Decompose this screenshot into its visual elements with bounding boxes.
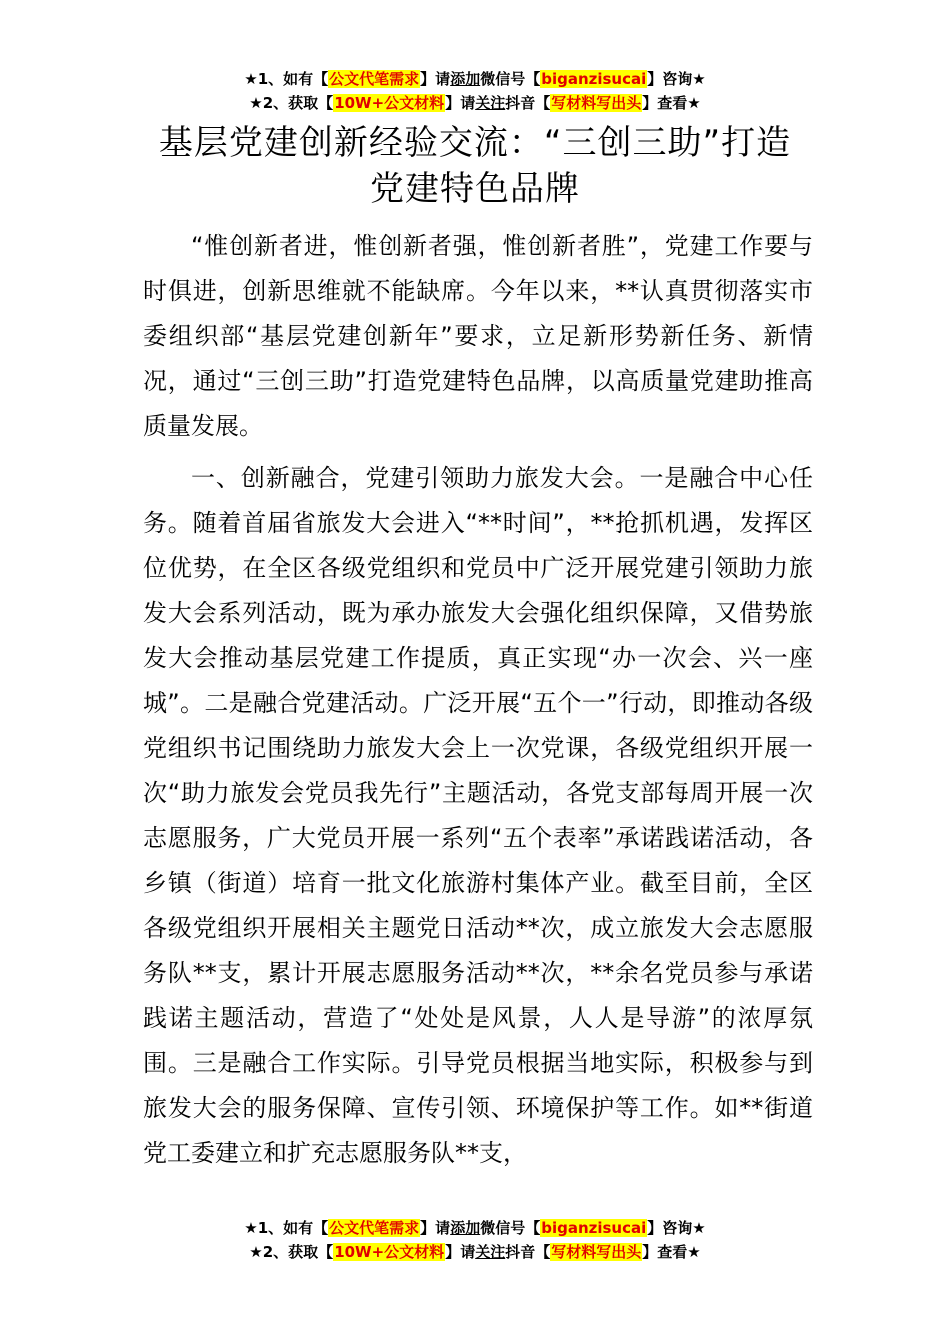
promo-text: 抖音【: [505, 94, 551, 112]
promo-line-2: [0, 1240, 950, 1264]
promo-underlined: 关注: [475, 1243, 506, 1261]
promo-highlight: 10W+公文材料: [334, 94, 445, 112]
promo-text: 抖音【: [505, 1243, 551, 1261]
promo-highlight: 10W+公文材料: [334, 1243, 445, 1261]
promo-text: 微信号【: [480, 1219, 541, 1237]
promo-text: 】咨询★: [647, 1219, 706, 1237]
promo-highlight: 写材料写出头: [551, 94, 642, 112]
promo-highlight: biganzisucai: [541, 1219, 647, 1237]
promo-footer: [0, 1216, 950, 1264]
promo-text: ★1、如有【: [244, 1219, 329, 1237]
promo-header: [0, 67, 950, 115]
promo-text: 】查看★: [642, 1243, 701, 1261]
promo-text: ★2、获取【: [249, 94, 334, 112]
promo-highlight: biganzisucai: [541, 70, 647, 88]
promo-underlined: 添加: [450, 70, 481, 88]
promo-text: 微信号【: [480, 70, 541, 88]
promo-underlined: 添加: [450, 1219, 481, 1237]
promo-text: ★2、获取【: [249, 1243, 334, 1261]
promo-line-1: [0, 67, 950, 91]
document-body: [143, 224, 813, 1183]
promo-underlined: 关注: [475, 94, 506, 112]
promo-text: 】请: [445, 94, 476, 112]
promo-text: 】请: [420, 70, 451, 88]
promo-highlight: 公文代笔需求: [329, 1219, 420, 1237]
promo-text: 】查看★: [642, 94, 701, 112]
promo-text: 】请: [445, 1243, 476, 1261]
document-title: 基层党建创新经验交流：“三创三助”打造党建特色品牌: [158, 123, 792, 209]
promo-highlight: 公文代笔需求: [329, 70, 420, 88]
promo-text: 】请: [420, 1219, 451, 1237]
promo-line-1: [0, 1216, 950, 1240]
promo-text: ★1、如有【: [244, 70, 329, 88]
promo-text: 】咨询★: [647, 70, 706, 88]
paragraph-intro: “惟创新者进，惟创新者强，惟创新者胜”，党建工作要与时俱进，创新思维就不能缺席。今年以来，**认真贯彻落实市委组织部“基层党建创新年”要求，立足新形势新任务、新情况，通过“三创三助”打造党建特色品牌，以高质量党建助推高质量发展。: [143, 232, 813, 440]
promo-highlight: 写材料写出头: [551, 1243, 642, 1261]
promo-line-2: [0, 91, 950, 115]
paragraph-section-1: 一、创新融合，党建引领助力旅发大会。一是融合中心任务。随着首届省旅发大会进入“**时间”，**抢抓机遇，发挥区位优势，在全区各级党组织和党员中广泛开展党建引领助力旅发大会系列活动，既为承办旅发大会强化组织保障，又借势旅发大会推动基层党建工作提质，真正实现“办一次会、兴一座城”。二是融合党建活动。广泛开展“五个一”行动，即推动各级党组织书记围绕助力旅发大会上一次党课，各级党组织开展一次“助力旅发会党员我先行”主题活动，各党支部每周开展一次志愿服务，广大党员开展一系列“五个表率”承诺践诺活动，各乡镇（街道）培育一批文化旅游村集体产业。截至目前，全区各级党组织开展相关主题党日活动**次，成立旅发大会志愿服务队**支，累计开展志愿服务活动**次，**余名党员参与承诺践诺主题活动，营造了“处处是风景，人人是导游”的浓厚氛围。三是融合工作实际。引导党员根据当地实际，积极参与到旅发大会的服务保障、宣传引领、环境保护等工作。如**街道党工委建立和扩充志愿服务队**支，: [143, 464, 813, 1167]
